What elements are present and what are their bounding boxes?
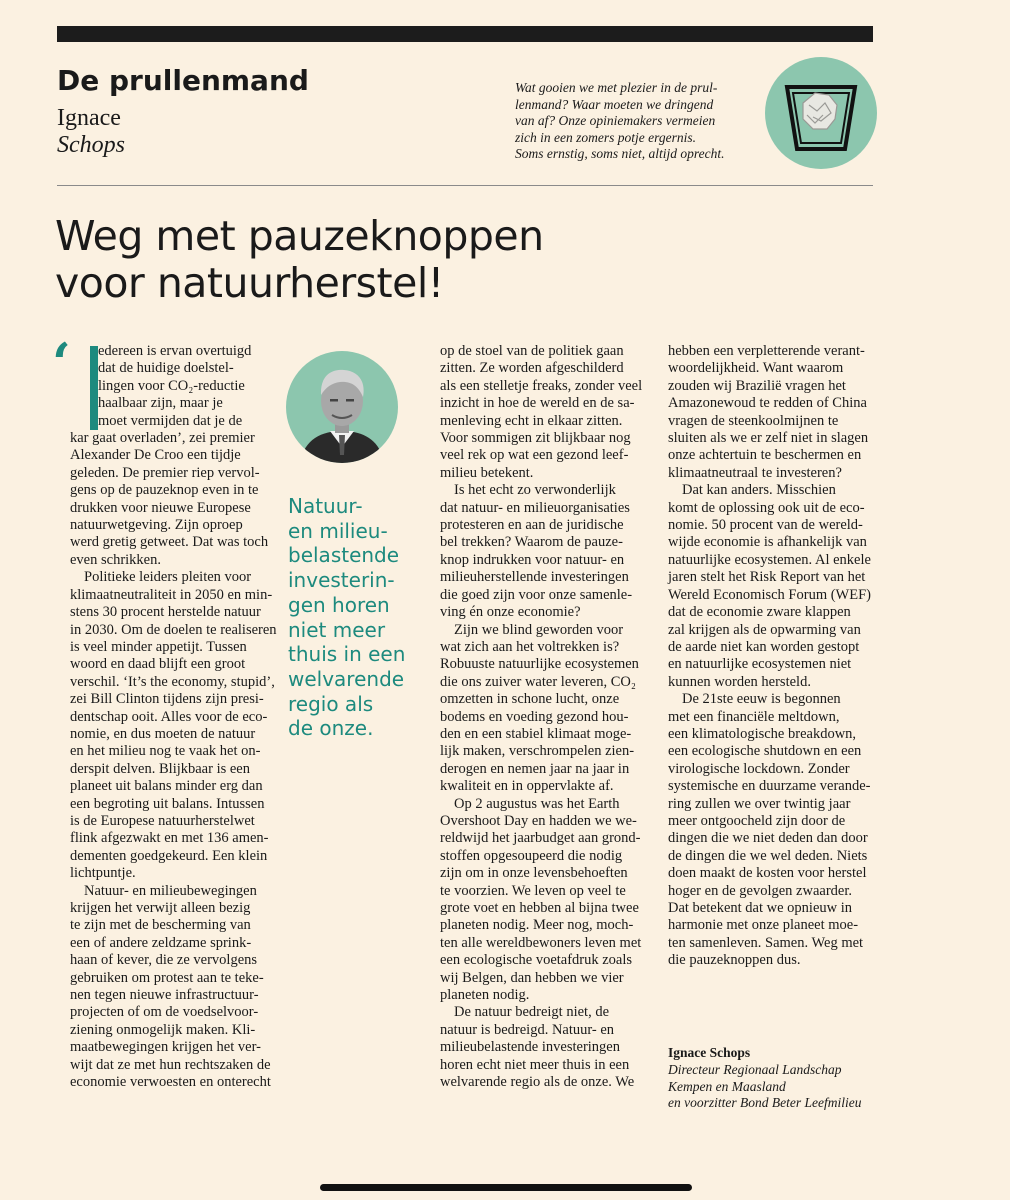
article-line: dat de economie zware klappen: [668, 604, 851, 621]
article-line: is veel minder appetijt. Tussen: [70, 638, 247, 655]
article-line: natuurwetgeving. Zijn oproep: [70, 517, 243, 534]
article-line: maatbewegingen krijgen het ver-: [70, 1039, 261, 1056]
author-portrait: [286, 351, 398, 463]
pull-quote-line: belastende: [288, 543, 400, 568]
article-line: die pauzeknoppen dus.: [668, 952, 801, 969]
article-line: een ecologische voetafdruk zoals: [440, 952, 633, 969]
signature-role: Directeur Regionaal Landschap: [668, 1061, 842, 1077]
article-line: drukken voor nieuwe Europese: [70, 499, 251, 516]
headline-line: Weg met pauzeknoppen: [55, 212, 544, 260]
pull-quote-line: regio als: [288, 691, 374, 716]
header-divider: [57, 185, 873, 186]
article-line: De 21ste eeuw is begonnen: [682, 691, 841, 708]
article-line: ving én onze economie?: [440, 604, 581, 621]
intro-line: Wat gooien we met plezier in de prul-: [515, 80, 718, 95]
article-line: gebruiken om protest aan te teke-: [70, 969, 264, 986]
article-line: de aarde niet kan worden gestopt: [668, 638, 860, 655]
article-line: kwaliteit en in oppervlakte af.: [440, 778, 614, 795]
article-line: wijde economie is afhankelijk van: [668, 534, 867, 551]
article-line: sluiten als we er zelf niet in slagen: [668, 430, 869, 447]
article-line: meer ontgoocheld zijn door de: [668, 812, 846, 829]
article-line: dingen die we niet deden dan door: [668, 830, 868, 847]
article-line: in 2030. Om de doelen te realiseren: [70, 621, 277, 638]
article-line: te voorzien. We leven op veel te: [440, 882, 626, 899]
article-line: wat zich aan het voltrekken is?: [440, 638, 620, 655]
article-line: lijk maken, verschrompelen zien-: [440, 743, 635, 760]
article-line: geleden. De premier riep vervol-: [70, 464, 260, 481]
article-line: Overshoot Day en hadden we we-: [440, 812, 637, 829]
article-line: moet vermijden dat je de: [98, 412, 243, 429]
pull-quote-line: Natuur-: [288, 494, 363, 518]
article-line: De natuur bedreigt niet, de: [454, 1004, 610, 1021]
pull-quote: [288, 494, 405, 741]
section-intro: [515, 80, 745, 163]
article-line: kar gaat overladen’, zei premier: [70, 430, 255, 447]
article-line: te zijn met de bescherming van: [70, 917, 251, 934]
header-bar: [57, 26, 873, 42]
article-line: harmonie met onze planeet moe-: [668, 917, 859, 934]
article-line: bel trekken? Waarom de pauze-: [440, 534, 623, 551]
article-line: stoffen opgesoupeerd die nodig: [440, 847, 623, 864]
article-line: krijgen het verwijt alleen bezig: [70, 900, 251, 916]
headline-line: voor natuurherstel!: [55, 259, 444, 307]
article-line: bodems en voeding gezond hou-: [440, 708, 629, 725]
article-line: milieu betekent.: [440, 464, 534, 481]
home-indicator[interactable]: [320, 1184, 692, 1191]
article-line: dat natuur- en milieuorganisaties: [440, 499, 630, 516]
article-line: die goed zijn voor onze samenle-: [440, 586, 633, 603]
article-line: dementen goedgekeurd. Een klein: [70, 847, 268, 864]
article-line: een begroting uit balans. Intussen: [70, 795, 265, 812]
article-line: virologische lockdown. Zonder: [668, 760, 850, 777]
intro-line: Soms ernstig, soms niet, altijd oprecht.: [515, 146, 725, 161]
article-line: ten samenleven. Samen. Weg met: [668, 934, 864, 951]
article-line: knop indrukken voor natuur- en: [440, 551, 625, 568]
article-line: een ecologische shutdown en een: [668, 743, 862, 760]
article-line: Wereld Economisch Forum (WEF): [668, 586, 871, 603]
article-line: planeet uit balans minder erg dan: [70, 778, 263, 795]
wastebasket-icon: [765, 57, 877, 169]
article-line: stens 30 procent herstelde natuur: [70, 604, 261, 621]
article-line: als een stelletje freaks, zonder veel: [440, 377, 643, 394]
article-line: reldwijd het jaarbudget aan grond-: [440, 830, 641, 847]
article-line: werd gretig getweet. Dat was toch: [70, 534, 269, 551]
article-line: milieubelastende investeringen: [440, 1039, 620, 1056]
article-line: hebben een verpletterende verant-: [668, 343, 865, 359]
article-line: is de Europese natuurherstelwet: [70, 812, 255, 829]
article-line: komt de oplossing ook uit de eco-: [668, 499, 865, 516]
intro-line: zich in een zomers potje ergernis.: [515, 129, 696, 145]
article-column-2: [440, 343, 642, 1091]
article-line: en het milieu nog te vaak het on-: [70, 743, 261, 760]
article-line: woordelijkheid. Want waarom: [668, 360, 844, 377]
article-line: haan of kever, die ze vervolgens: [70, 952, 258, 969]
article-line: Is het echt zo verwonderlijk: [454, 482, 616, 499]
section-title: De prullenmand: [57, 64, 309, 97]
article-line: klimaatneutraliteit in 2050 en min-: [70, 586, 273, 603]
article-line: flink afgezwakt en met 136 amen-: [70, 830, 269, 847]
headline: [55, 213, 544, 307]
article-line: Op 2 augustus was het Earth: [454, 795, 620, 812]
article-line: op de stoel van de politiek gaan: [440, 343, 624, 359]
article-line: dat de huidige doelstel-: [98, 360, 234, 377]
pull-quote-line: niet meer: [288, 617, 386, 642]
article-line: Politieke leiders pleiten voor: [84, 569, 252, 586]
author-last-name: Schops: [57, 132, 125, 158]
article-line: grote voet en hebben al bijna twee: [440, 900, 639, 916]
article-line: nomie. 50 procent van de wereld-: [668, 517, 863, 534]
article-line: Amazonewoud te redden of China: [668, 395, 867, 412]
article-line: de dingen die we wel deden. Niets: [668, 847, 868, 864]
article-line: protesteren en aan de juridische: [440, 517, 624, 534]
pull-quote-line: thuis in een: [288, 642, 406, 667]
article-line: nomie, en dus moeten de natuur: [70, 725, 256, 742]
article-line: planeten nodig. Meer nog, moch-: [440, 917, 634, 934]
article-line: horen echt niet meer thuis in een: [440, 1056, 630, 1073]
pull-quote-line: de onze.: [288, 716, 374, 741]
signature-role: en voorzitter Bond Beter Leefmilieu: [668, 1095, 862, 1111]
article-line: derspit delven. Blijkbaar is een: [70, 760, 250, 777]
article-line: projecten of om de voedselvoor-: [70, 1004, 259, 1021]
article-line: edereen is ervan overtuigd: [98, 343, 252, 359]
article-line: zal krijgen als de opwarming van: [668, 621, 861, 638]
pull-quote-line: gen horen: [288, 592, 390, 617]
article-line: een klimatologische breakdown,: [668, 725, 857, 742]
article-line: natuur is bedreigd. Natuur- en: [440, 1021, 615, 1038]
article-line: haalbaar zijn, maar je: [98, 395, 223, 412]
article-line: verschil. ‘It’s the economy, stupid’,: [70, 673, 275, 690]
article-line: kunnen worden hersteld.: [668, 673, 811, 690]
article-line: wijt dat ze met hun rechtszaken de: [70, 1056, 271, 1073]
article-line: economie verwoesten en onterecht: [70, 1074, 271, 1091]
intro-line: van af? Onze opiniemakers vermeien: [515, 113, 716, 128]
article-line: dentschap ooit. Alles voor de eco-: [70, 708, 268, 725]
pull-quote-line: en milieu-: [288, 518, 388, 543]
article-line: met een financiële meltdown,: [668, 708, 840, 725]
article-line: zei Bill Clinton tijdens zijn presi-: [70, 691, 264, 708]
article-line: gens op de pauzeknop even in te: [70, 482, 259, 499]
article-line: Voor sommigen zit blijkbaar nog: [440, 430, 631, 447]
article-line: onze achtertuin te beschermen en: [668, 447, 862, 464]
signature-role: Kempen en Maasland: [668, 1078, 786, 1094]
article-line: milieuherstellende investeringen: [440, 569, 629, 586]
article-line: inzicht in hoe de wereld en de sa-: [440, 395, 635, 412]
article-line: hoger en de gevolgen zwaarder.: [668, 882, 852, 899]
author-first-name: Ignace: [57, 105, 121, 131]
signature-name: Ignace Schops: [668, 1045, 751, 1060]
article-line: Zijn we blind geworden voor: [454, 621, 624, 638]
article-line: ring zullen we over twintig jaar: [668, 795, 851, 812]
article-line: Robuuste natuurlijke ecosystemen: [440, 656, 639, 673]
article-line: vragen de steenkoolmijnen te: [668, 412, 839, 429]
article-line: zitten. Ze worden afgeschilderd: [440, 360, 624, 377]
article-line: planeten nodig.: [440, 987, 530, 1004]
pull-quote-line: investerin-: [288, 568, 395, 593]
article-line: lingen voor CO₂-reductie: [98, 377, 245, 394]
pull-quote-line: welvarende: [288, 666, 405, 691]
article-line: ten alle wereldbewoners leven met: [440, 934, 642, 951]
article-line: ziening onmogelijk maken. Kli-: [70, 1021, 256, 1038]
article-line: nen tegen nieuwe infrastructuur-: [70, 987, 259, 1004]
article-line: derogen en nemen jaar na jaar in: [440, 760, 630, 777]
article-column-3: [668, 343, 871, 970]
article-line: Alexander De Croo een tijdje: [70, 447, 241, 464]
article-line: die ons zuiver water leveren, CO₂: [440, 673, 636, 690]
article-line: zouden wij Brazilië vragen het: [668, 377, 846, 394]
article-line: den en een stabiel klimaat moge-: [440, 725, 632, 742]
author-signature: [668, 1045, 861, 1112]
article-line: jaren stelt het Risk Report van het: [668, 569, 866, 586]
article-line: Dat kan anders. Misschien: [682, 482, 836, 499]
article-line: doen maakt de kosten voor herstel: [668, 865, 867, 882]
article-line: veel rek op wat een gezond leef-: [440, 447, 629, 464]
article-line: natuurlijke ecosystemen. Al enkele: [668, 551, 871, 568]
article-line: woord en daad blijft een groot: [70, 656, 246, 673]
article-line: omzetten in schone lucht, onze: [440, 691, 620, 708]
article-line: Dat betekent dat we opnieuw in: [668, 900, 853, 916]
article-line: even schrikken.: [70, 551, 161, 568]
article-line: en natuurlijke ecosystemen niet: [668, 656, 852, 673]
article-line: zijn om in onze levensbehoeften: [440, 865, 628, 882]
article-line: lichtpuntje.: [70, 865, 136, 882]
article-line: klimaatneutraal te investeren?: [668, 464, 842, 481]
quote-mark: ‘: [52, 331, 71, 395]
article-line: menleving echt in elkaar zitten.: [440, 412, 623, 429]
article-line: systemische en duurzame verande-: [668, 778, 871, 795]
article-line: Natuur- en milieubewegingen: [84, 882, 257, 899]
article-line: welvarende regio als de onze. We: [440, 1074, 635, 1091]
article-line: een of andere zeldzame sprink-: [70, 934, 252, 951]
intro-line: lenmand? Waar moeten we dringend: [515, 96, 714, 112]
article-column-1: [70, 343, 277, 1091]
article-line: wij Belgen, dan hebben we vier: [440, 969, 624, 986]
